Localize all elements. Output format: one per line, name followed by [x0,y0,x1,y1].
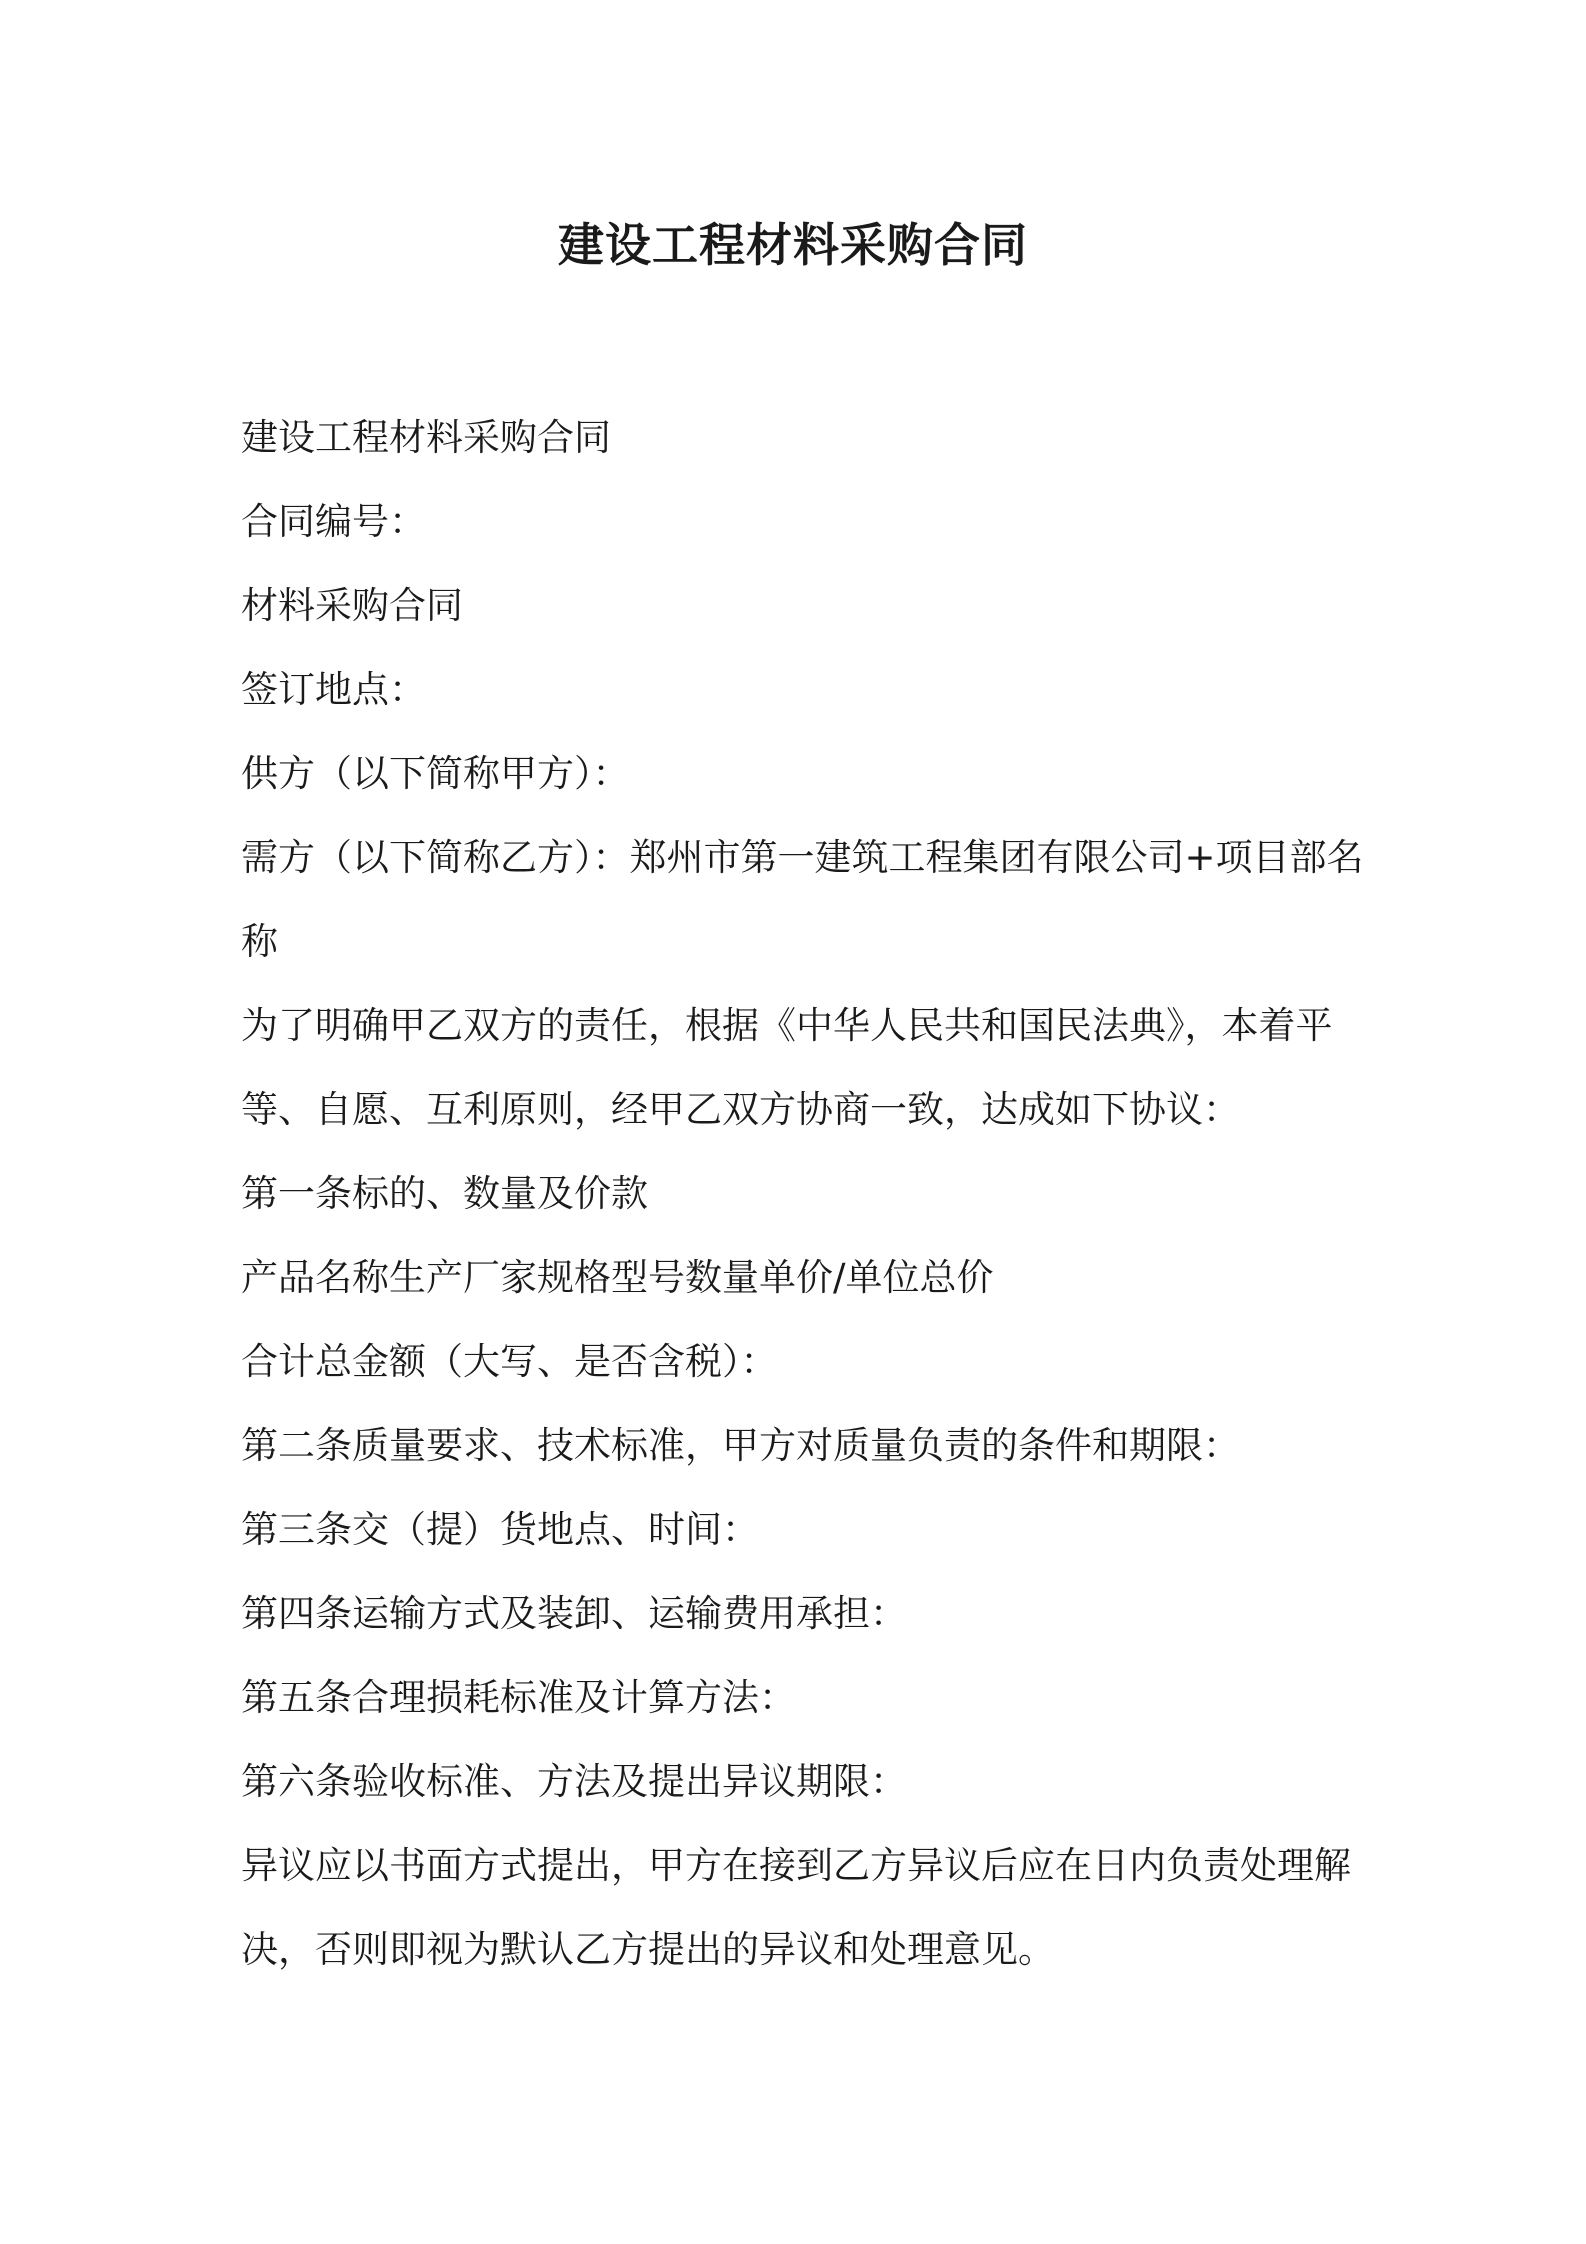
document-body [241,396,1364,1992]
article-2-heading: 第二条质量要求、技术标准，甲方对质量负责的条件和期限： [241,1424,1240,1467]
contract-number-line: 合同编号： [241,500,426,543]
total-amount-line: 合计总金额（大写、是否含税）： [241,1340,778,1383]
article-1-heading: 第一条标的、数量及价款 [241,1172,648,1215]
objection-line-1: 异议应以书面方式提出，甲方在接到乙方异议后应在日内负责处理解 [241,1844,1351,1887]
article-6-heading: 第六条验收标准、方法及提出异议期限： [241,1760,907,1803]
subtitle-line: 建设工程材料采购合同 [241,416,611,459]
document-title: 建设工程材料采购合同 [558,218,1028,272]
preamble-line-2: 等、自愿、互利原则，经甲乙双方协商一致，达成如下协议： [241,1088,1240,1131]
article-3-heading: 第三条交（提）货地点、时间： [241,1508,759,1551]
preamble-line-1: 为了明确甲乙双方的责任，根据《中华人民共和国民法典》，本着平 [241,1004,1333,1047]
product-columns-line: 产品名称生产厂家规格型号数量单价/单位总价 [241,1256,994,1299]
signing-place-line: 签订地点： [241,668,426,711]
buyer-line: 需方（以下简称乙方）：郑州市第一建筑工程集团有限公司+项目部名 [241,836,1364,879]
objection-line-2: 决，否则即视为默认乙方提出的异议和处理意见。 [241,1928,1055,1971]
contract-type-line: 材料采购合同 [241,584,463,627]
buyer-line-continued: 称 [241,920,278,963]
article-4-heading: 第四条运输方式及装卸、运输费用承担： [241,1592,907,1635]
article-5-heading: 第五条合理损耗标准及计算方法： [241,1676,796,1719]
supplier-line: 供方（以下简称甲方）： [241,752,630,795]
